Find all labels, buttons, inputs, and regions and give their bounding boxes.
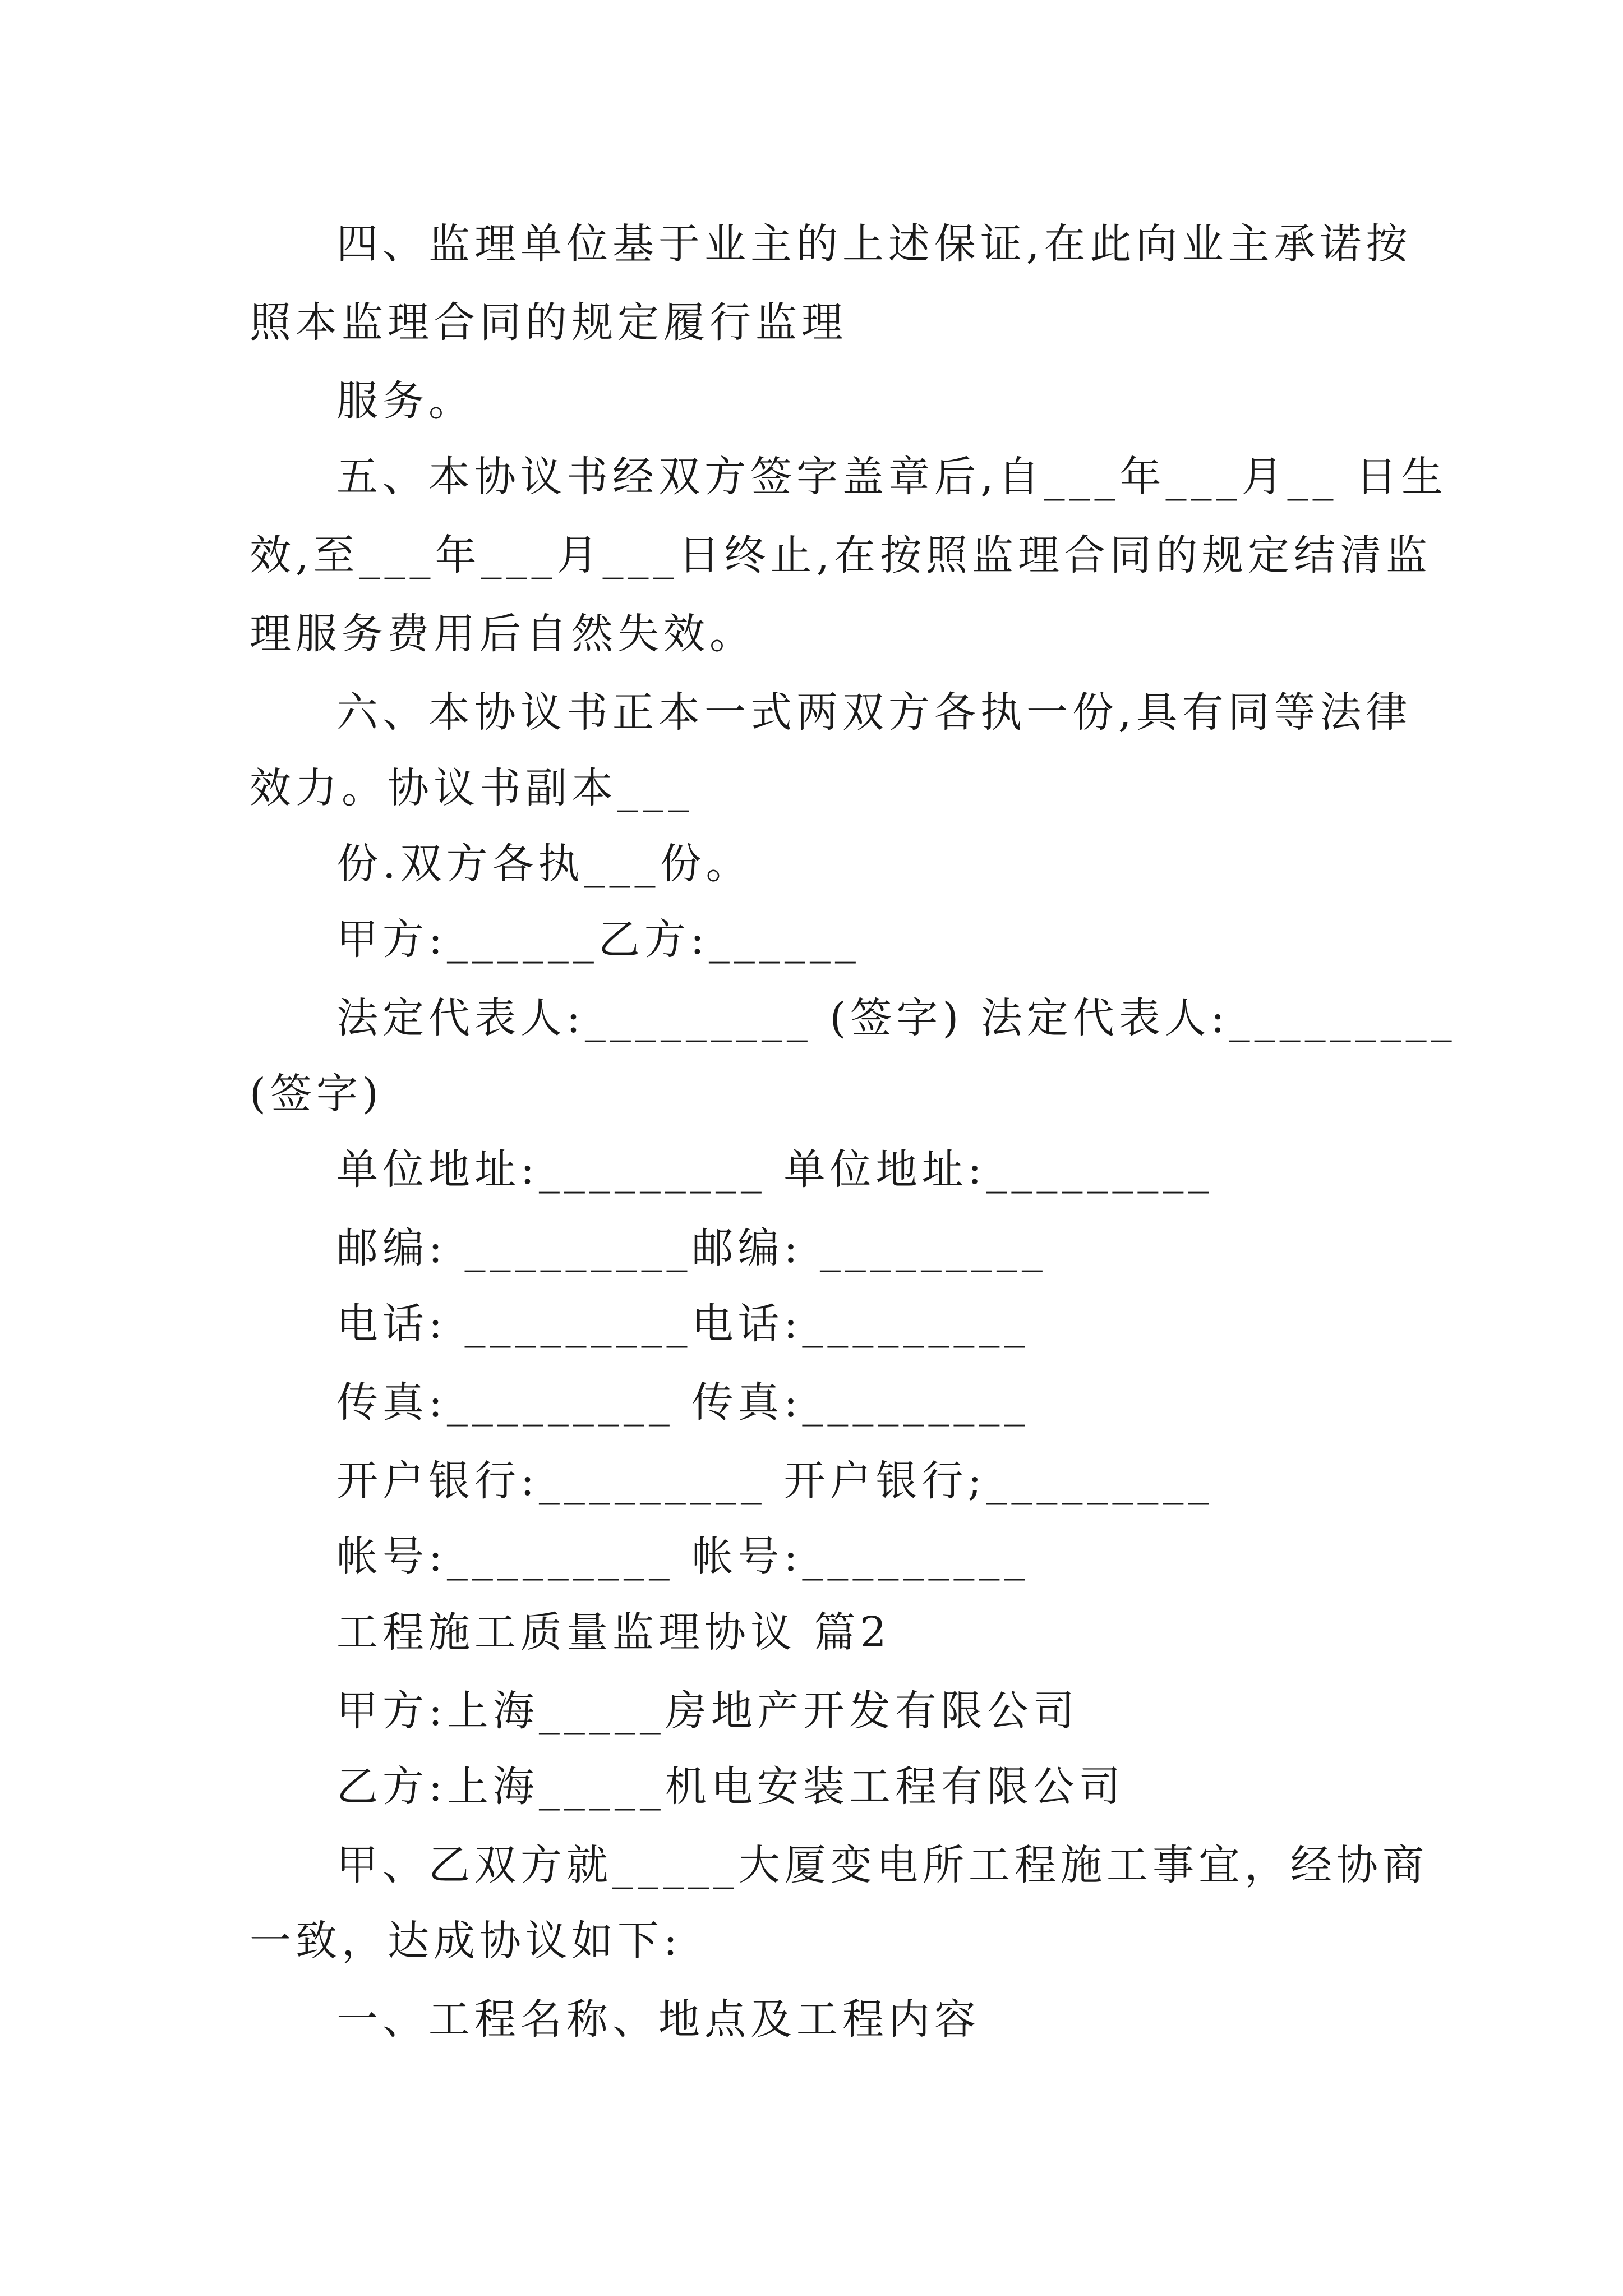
clause-6-line-2: 效力。协议书副本___ (250, 764, 693, 812)
party-a-line: 甲方:上海_____房地产开发有限公司 (336, 1687, 1079, 1735)
legal-representative-line: 法定代表人:_________ (签字) 法定代表人:_________ (336, 994, 1456, 1042)
agreement-intro-line-2: 一致，达成协议如下: (250, 1917, 682, 1965)
clause-4-line-3: 服务。 (336, 377, 474, 425)
account-line: 帐号:_________ 帐号:_________ (336, 1533, 1030, 1581)
unit-address-line: 单位地址:_________ 单位地址:_________ (336, 1145, 1214, 1194)
party-b-line: 乙方:上海_____机电安装工程有限公司 (336, 1763, 1125, 1811)
section-title: 工程施工质量监理协议 篇2 (336, 1608, 891, 1657)
fax-line: 传真:_________ 传真:_________ (336, 1378, 1030, 1427)
postcode-line: 邮编: _________邮编: _________ (336, 1224, 1047, 1272)
clause-5-line-3: 理服务费用后自然失效。 (250, 610, 755, 658)
bank-line: 开户银行:_________ 开户银行;_________ (336, 1457, 1214, 1505)
telephone-line: 电话: _________电话:_________ (336, 1300, 1030, 1348)
clause-heading-1: 一、工程名称、地点及工程内容 (336, 1995, 980, 2044)
clause-5-line-1: 五、本协议书经双方签字盖章后,自___年___月__ 日生 (336, 453, 1448, 501)
clause-5-line-2: 效,至___年___月___日终止,在按照监理合同的规定结清监 (250, 531, 1432, 579)
party-a-b-line: 甲方:______乙方:______ (336, 915, 860, 964)
clause-6-line-3: 份.双方各执___份。 (336, 840, 752, 888)
clause-4-line-1: 四、监理单位基于业主的上述保证,在此向业主承诺按 (336, 220, 1412, 268)
signature-note: (签字) (250, 1070, 383, 1118)
clause-6-line-1: 六、本协议书正本一式两双方各执一份,具有同等法律 (336, 688, 1412, 737)
agreement-intro-line-1: 甲、乙双方就_____大厦变电所工程施工事宜，经协商 (336, 1841, 1428, 1889)
clause-4-line-2: 照本监理合同的规定履行监理 (250, 298, 847, 347)
